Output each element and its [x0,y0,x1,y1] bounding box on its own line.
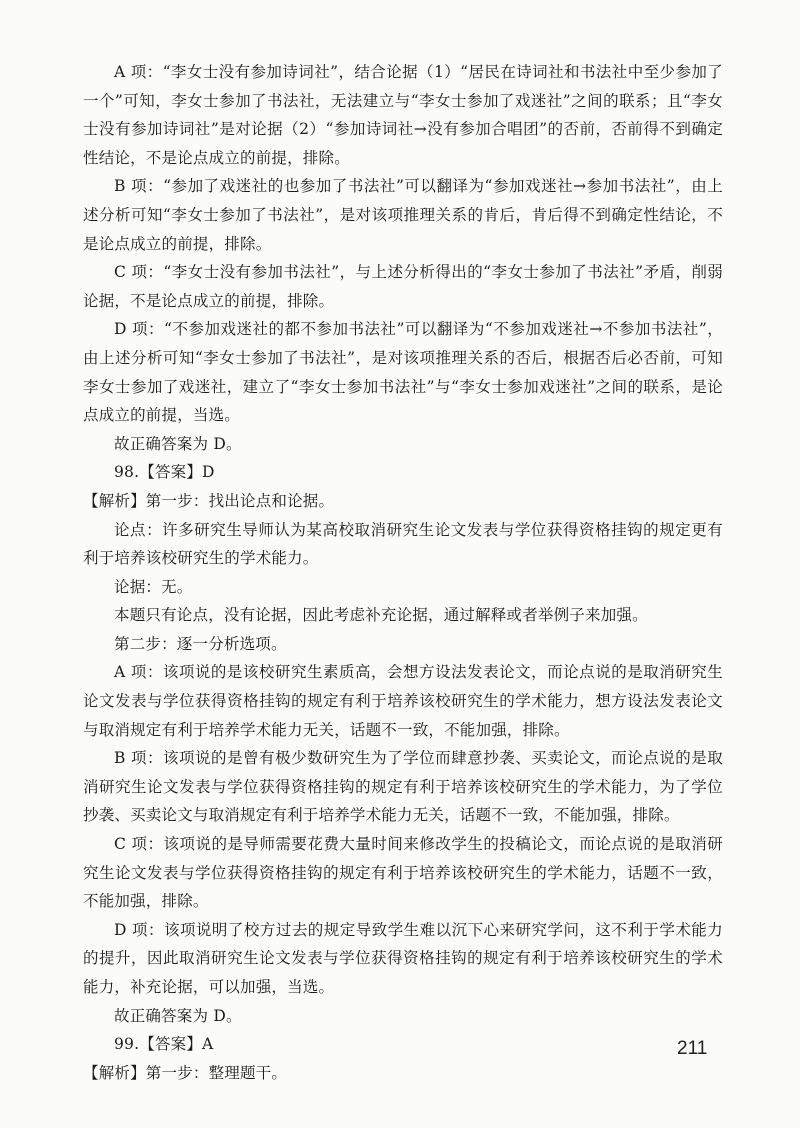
paragraph-option-a-review: A 项：“李女士没有参加诗词社”，结合论据（1）“居民在诗词社和书法社中至少参加了一个”可知，李女士参加了书法社，无法建立与“李女士参加了戏迷社”之间的联系；且“李女士没有参加诗词社”是对论据（2）“参加诗词社→没有参加合唱团”的否前，否前得不到确定性结论，不是论点成立的前提，排除。 [83,63,723,167]
paragraph-conclusion-97: 故正确答案为 D。 [114,434,242,453]
paragraph-option-d: D 项：该项说明了校方过去的规定导致学生难以沉下心来研究学问，这不利于学术能力的提升，因此取消研究生论文发表与学位获得资格挂钩的规定有利于培养该校研究生的学术能力，补充论据，可以加强，当选。 [83,920,723,996]
analysis-heading-98: 【解析】第一步：找出论点和论据。 [83,491,335,510]
paragraph-evidence: 论据：无。 [114,577,193,596]
paragraph-conclusion-98: 故正确答案为 D。 [114,1006,242,1025]
paragraph-option-b: B 项：该项说的是曾有极少数研究生为了学位而肆意抄袭、买卖论文，而论点说的是取消研究生论文发表与学位获得资格挂钩的规定有利于培养该校研究生的学术能力，为了学位抄袭、买卖论文与取消规定有利于培养学术能力无关，话题不一致，不能加强，排除。 [83,749,723,825]
paragraph-argument: 论点：许多研究生导师认为某高校取消研究生论文发表与学位获得资格挂钩的规定更有利于培养该校研究生的学术能力。 [83,520,723,568]
answer-heading-99: 99.【答案】A [114,1035,214,1054]
paragraph-option-d-review: D 项：“不参加戏迷社的都不参加书法社”可以翻译为“不参加戏迷社→不参加书法社”，由上述分析可知“李女士参加了书法社”，是对该项推理关系的否后，根据否后必否前，可知李女士参加了戏迷社，建立了“李女士参加书法社”与“李女士参加戏迷社”之间的联系，是论点成立的前提，当选。 [83,320,723,425]
paragraph-option-a: A 项：该项说的是该校研究生素质高，会想方设法发表论文，而论点说的是取消研究生论文发表与学位获得资格挂钩的规定有利于培养该校研究生的学术能力，想方设法发表论文与取消规定有利于培养学术能力无关，话题不一致，不能加强，排除。 [83,663,723,739]
page-number: 211 [677,1038,708,1059]
page-body [83,58,723,1087]
analysis-heading-99: 【解析】第一步：整理题干。 [83,1063,288,1082]
paragraph-step-two: 第二步：逐一分析选项。 [114,634,287,653]
paragraph-strategy: 本题只有论点，没有论据，因此考虑补充论据，通过解释或者举例子来加强。 [114,606,648,625]
paragraph-option-c-review: C 项：“李女士没有参加书法社”，与上述分析得出的“李女士参加了书法社”矛盾，削弱论据，不是论点成立的前提，排除。 [83,263,723,310]
answer-heading-98: 98.【答案】D [114,463,215,482]
paragraph-option-c: C 项：该项说的是导师需要花费大量时间来修改学生的投稿论文，而论点说的是取消研究生论文发表与学位获得资格挂钩的规定有利于培养该校研究生的学术能力，话题不一致，不能加强，排除。 [83,835,723,911]
paragraph-option-b-review: B 项：“参加了戏迷社的也参加了书法社”可以翻译为“参加戏迷社→参加书法社”，由上述分析可知“李女士参加了书法社”，是对该项推理关系的肯后，肯后得不到确定性结论，不是论点成立的前提，排除。 [83,177,723,253]
